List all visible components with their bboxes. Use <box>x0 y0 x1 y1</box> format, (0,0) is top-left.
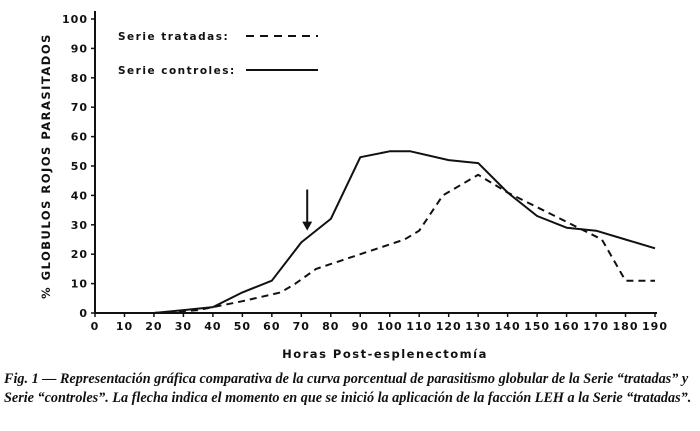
y-tick-label: 90 <box>70 42 88 56</box>
legend-label-0: Serie tratadas: <box>118 31 230 43</box>
y-tick-label: 0 <box>79 307 88 320</box>
y-axis-title: % GLOBULOS ROJOS PARASITADOS <box>39 33 53 299</box>
arrow-head <box>302 222 312 231</box>
y-tick-label: 100 <box>62 13 88 26</box>
x-tick-label: 50 <box>233 320 252 333</box>
y-tick-label: 40 <box>70 189 88 203</box>
x-tick-label: 20 <box>145 320 163 333</box>
x-tick-label: 160 <box>553 320 580 333</box>
y-tick-label: 10 <box>70 277 88 291</box>
x-tick-label: 110 <box>406 320 433 333</box>
x-tick-label: 40 <box>204 320 222 333</box>
series-line-controles <box>95 151 655 313</box>
x-tick-label: 190 <box>642 320 668 333</box>
y-tick-label: 70 <box>70 101 88 115</box>
x-tick-label: 0 <box>90 320 100 333</box>
figure-caption: Fig. 1 — Representación gráfica comparativa de la curva porcentual de parasitismo globular de la Serie “tratadas” y Serie “controles”. La flecha indica el momento en que se inició la aplicación de la facción LEH a la Serie “tratadas”. <box>4 371 692 406</box>
x-tick-label: 90 <box>351 320 369 333</box>
legend-label-1: Serie controles: <box>118 65 236 77</box>
y-tick-label: 80 <box>70 71 88 85</box>
x-tick-label: 30 <box>174 320 193 333</box>
series-line-tratadas <box>95 175 655 313</box>
x-tick-label: 70 <box>292 320 310 333</box>
x-tick-label: 120 <box>435 320 462 333</box>
y-tick-label: 20 <box>70 248 88 262</box>
x-tick-label: 180 <box>612 320 639 333</box>
x-axis-title: Horas Post-esplenectomía <box>282 347 488 361</box>
x-tick-label: 150 <box>524 320 551 333</box>
y-tick-label: 60 <box>70 130 88 144</box>
x-tick-label: 80 <box>322 320 340 333</box>
x-tick-label: 10 <box>115 320 134 333</box>
x-tick-label: 170 <box>583 320 610 333</box>
x-tick-label: 100 <box>376 320 403 333</box>
y-tick-label: 30 <box>70 218 88 232</box>
x-tick-label: 60 <box>263 320 281 333</box>
x-tick-label: 140 <box>494 320 521 333</box>
y-tick-label: 50 <box>70 160 88 173</box>
x-tick-label: 130 <box>465 320 492 333</box>
